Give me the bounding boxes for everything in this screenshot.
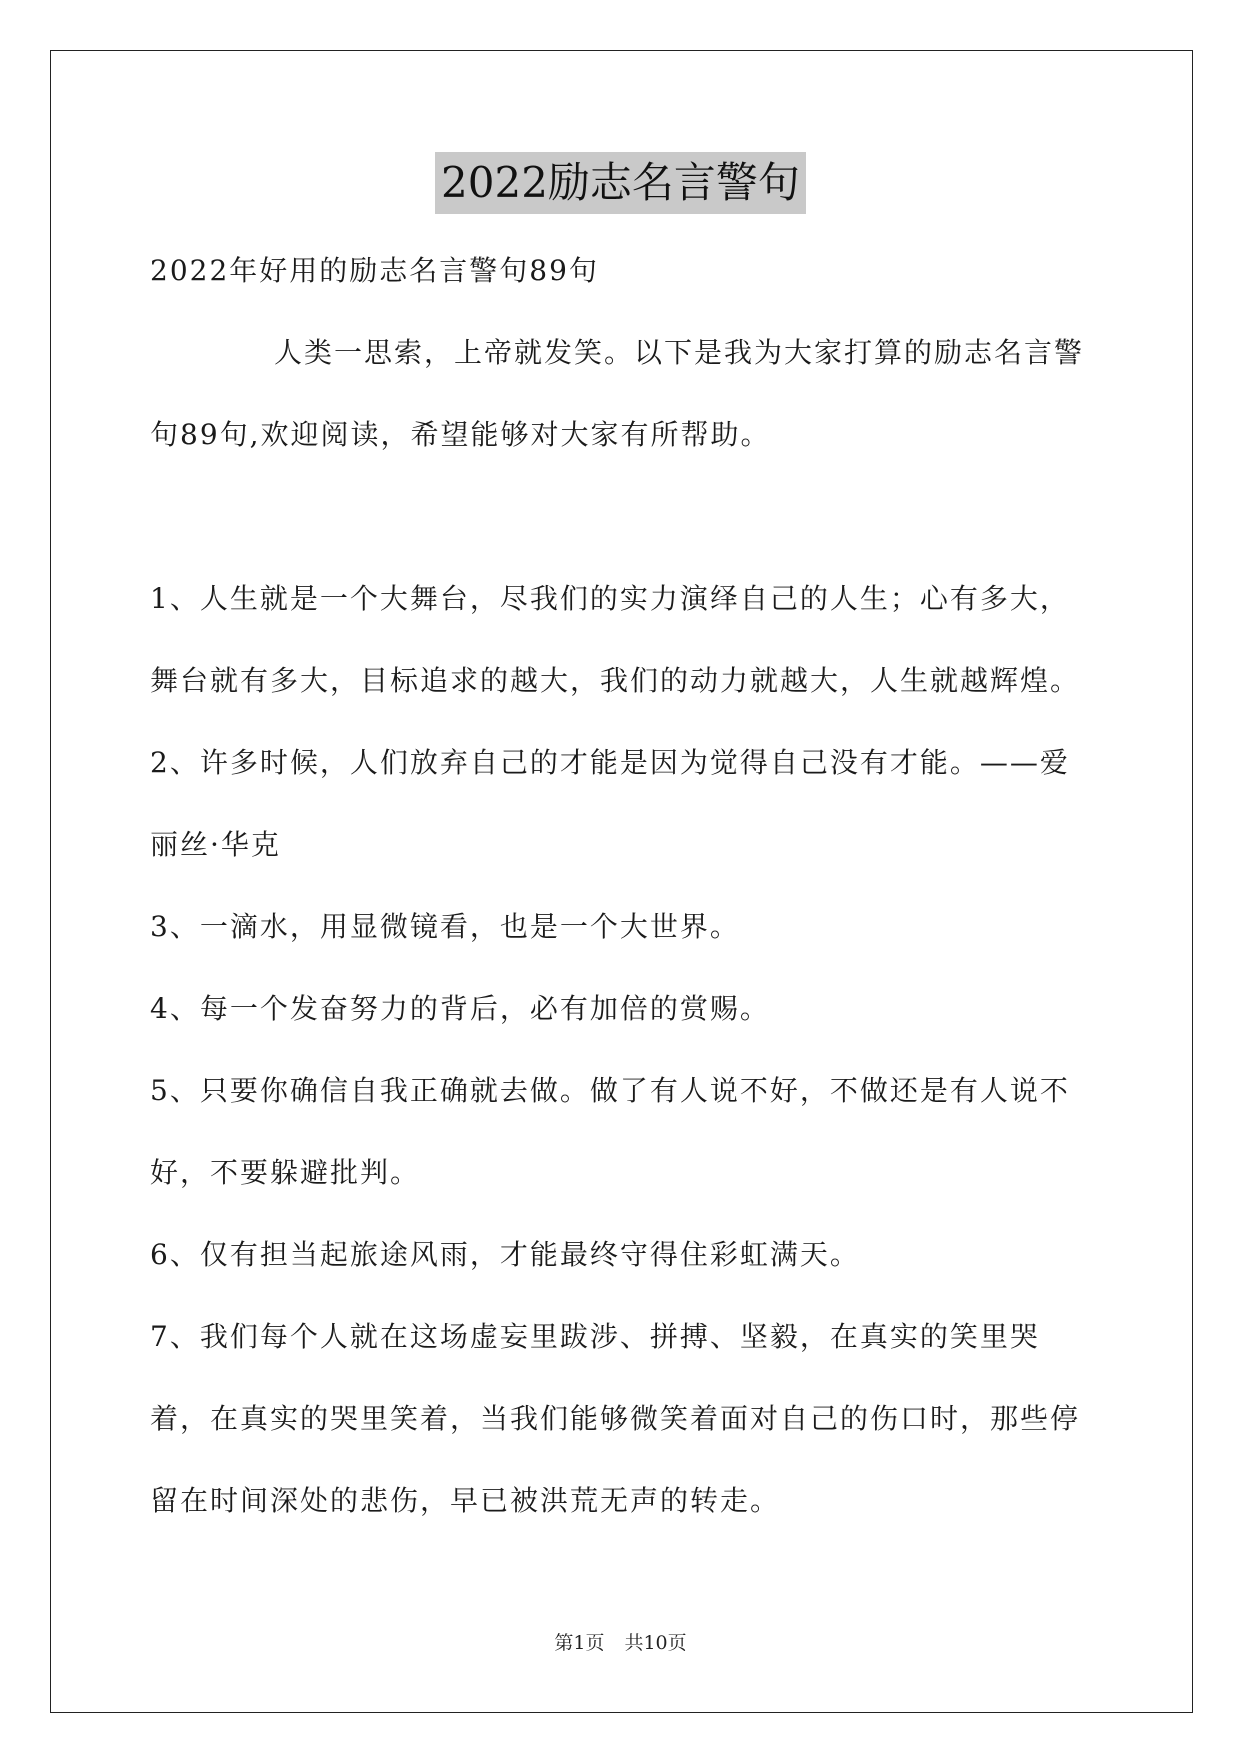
document-title[interactable]: 2022励志名言警句	[435, 152, 806, 214]
quote-item-4[interactable]: 4、每一个发奋努力的背后，必有加倍的赏赐。	[150, 992, 770, 1025]
page-footer	[0, 1628, 1241, 1655]
quote-item-1[interactable]: 1、人生就是一个大舞台，尽我们的实力演绎自己的人生；心有多大，舞台就有多大，目标追求的越大，我们的动力就越大，人生就越辉煌。	[150, 582, 1081, 697]
document-subtitle[interactable]: 2022年好用的励志名言警句89句	[150, 254, 599, 287]
quote-item-5[interactable]: 5、只要你确信自我正确就去做。做了有人说不好，不做还是有人说不好，不要躲避批判。	[150, 1074, 1070, 1189]
quote-item-6[interactable]: 6、仅有担当起旅途风雨，才能最终守得住彩虹满天。	[150, 1238, 860, 1271]
quote-item-2[interactable]: 2、许多时候，人们放弃自己的才能是因为觉得自己没有才能。——爱丽丝·华克	[150, 746, 1070, 861]
quote-item-3[interactable]: 3、一滴水，用显微镜看，也是一个大世界。	[150, 910, 740, 943]
intro-paragraph[interactable]: 人类一思索，上帝就发笑。以下是我为大家打算的励志名言警句89句,欢迎阅读，希望能够对大家有所帮助。	[150, 336, 1085, 451]
paragraph-spacer	[150, 476, 1090, 558]
document-body	[150, 230, 1090, 1542]
total-pages-label: 共10页	[624, 1632, 687, 1654]
quote-item-7[interactable]: 7、我们每个人就在这场虚妄里跋涉、拼搏、坚毅，在真实的笑里哭着，在真实的哭里笑着，当我们能够微笑着面对自己的伤口时，那些停留在时间深处的悲伤，早已被洪荒无声的转走。	[150, 1320, 1081, 1517]
current-page-label: 第1页	[554, 1632, 605, 1654]
title-container	[0, 152, 1241, 214]
